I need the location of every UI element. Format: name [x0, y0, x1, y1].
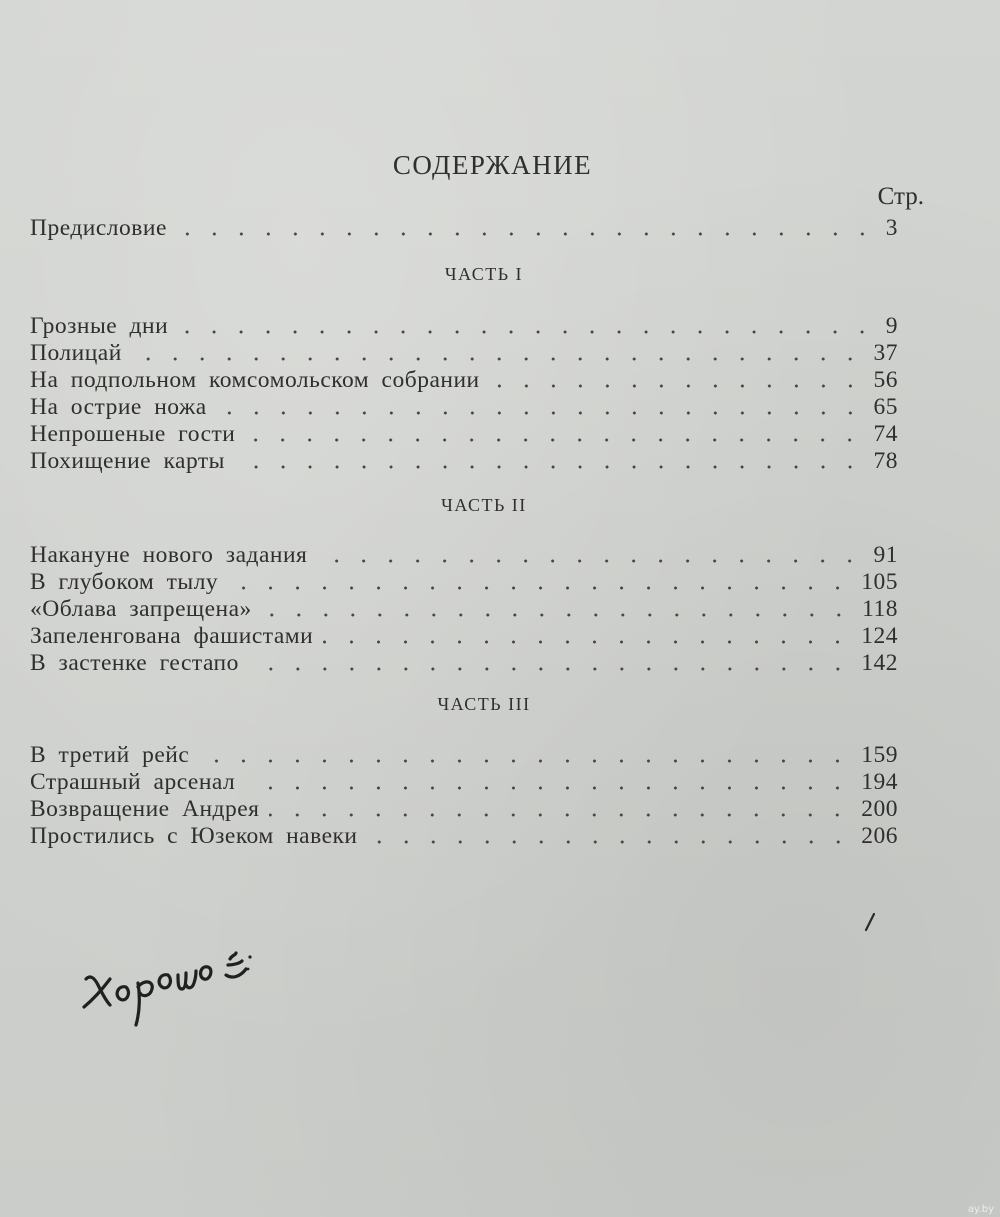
toc-entry-title: Грозные дни [30, 313, 169, 339]
toc-entry-page: 159 [861, 742, 898, 768]
dot-leader [228, 585, 851, 591]
dot-leader [269, 812, 851, 818]
toc-entry-page: 194 [861, 769, 898, 795]
toc-entry-page: 142 [861, 650, 898, 676]
toc-entry-page: 200 [861, 796, 898, 822]
dot-leader [262, 612, 852, 618]
toc-entry-page: 74 [873, 421, 898, 447]
dot-leader [178, 329, 876, 335]
toc-entry-title: Полицай [30, 340, 122, 366]
toc-entry-title: В глубоком тылу [30, 569, 219, 595]
page-column-label: Стр. [877, 183, 924, 210]
dot-leader [199, 758, 851, 764]
toc-entry-title: На острие ножа [30, 394, 207, 420]
toc-entry [30, 795, 898, 823]
toc-entry [30, 339, 898, 367]
toc-entry [30, 741, 898, 769]
toc-entry-page: 3 [885, 215, 898, 241]
toc-entry [30, 393, 898, 421]
toc-entry [30, 366, 898, 394]
part-heading-3: ЧАСТЬ III [437, 694, 531, 714]
dot-leader [235, 464, 864, 470]
toc-entry-page: 65 [873, 394, 898, 420]
toc-entry-page: 206 [861, 823, 898, 849]
watermark: ay.by [967, 1204, 994, 1215]
toc-entry [30, 541, 898, 569]
toc-entry-title: Предисловие [30, 215, 167, 241]
toc-entry-title: Страшный арсенал [30, 769, 236, 795]
toc-entry-page: 105 [861, 569, 898, 595]
dot-leader [368, 839, 852, 845]
dot-leader [245, 437, 863, 443]
dot-leader [217, 410, 864, 416]
toc-entry [30, 622, 898, 650]
dot-leader [132, 356, 864, 362]
dot-leader [177, 231, 876, 237]
toc-entry-title: Непрошеные гости [30, 421, 236, 447]
toc-entry [30, 420, 898, 448]
toc-entry-title: «Облава запрещена» [30, 596, 252, 622]
part-heading-1: ЧАСТЬ I [444, 264, 524, 284]
toc-entry-title: Накануне нового задания [30, 542, 308, 568]
toc-entry [30, 822, 898, 850]
toc-entry-page: 9 [885, 313, 898, 339]
toc-entry-page: 118 [862, 596, 898, 622]
handwritten-note-icon [80, 935, 290, 1030]
pencil-mark-icon [862, 912, 878, 932]
toc-entry-page: 37 [873, 340, 898, 366]
toc-entry-title: Похищение карты [30, 448, 225, 474]
toc-entry [30, 447, 898, 475]
toc-entry-page: 56 [873, 367, 898, 393]
page-title: СОДЕРЖАНИЕ [392, 150, 593, 180]
toc-entry-title: Возвращение Андрея [30, 796, 260, 822]
dot-leader [249, 666, 851, 672]
toc-entry-title: В третий рейс [30, 742, 190, 768]
toc-entry [30, 568, 898, 596]
toc-entry-page: 78 [873, 448, 898, 474]
toc-entry-page: 124 [861, 623, 898, 649]
toc-entry [30, 312, 898, 340]
toc-entry-page: 91 [873, 542, 898, 568]
toc-entry-title: В застенке гестапо [30, 650, 239, 676]
toc-entry [30, 768, 898, 796]
toc-entry-title: Простились с Юзеком навеки [30, 823, 358, 849]
toc-entry [30, 649, 898, 677]
part-heading-2: ЧАСТЬ II [441, 495, 527, 515]
toc-entry-title: Запеленгована фашистами [30, 623, 314, 649]
dot-leader [317, 558, 863, 564]
dot-leader [245, 785, 851, 791]
dot-leader [490, 383, 864, 389]
toc-entry [30, 595, 898, 623]
dot-leader [323, 639, 851, 645]
toc-entry-preface [30, 214, 898, 242]
toc-entry-title: На подпольном комсомольском собрании [30, 367, 480, 393]
